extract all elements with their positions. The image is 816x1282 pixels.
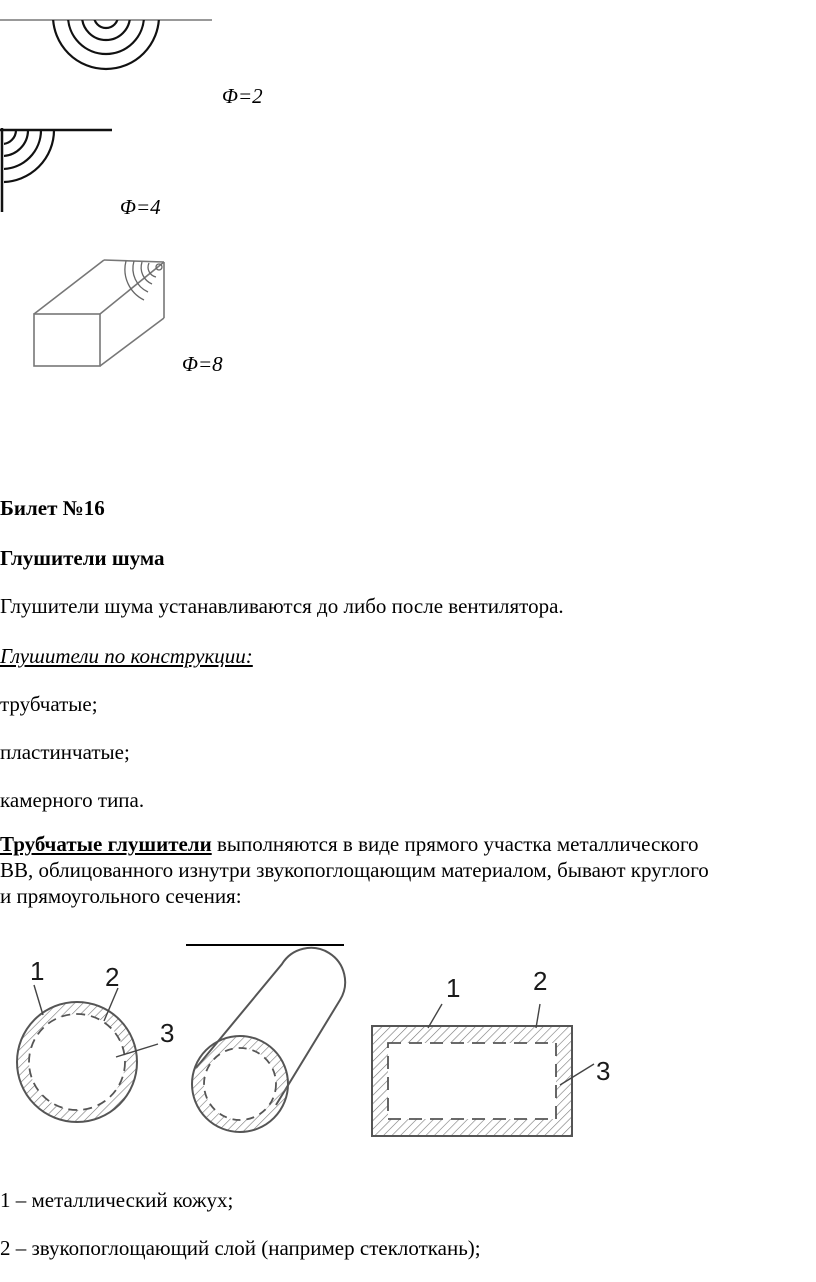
figure-phi8-diagram	[0, 250, 180, 375]
phi-label-4: Φ=4	[120, 195, 161, 219]
cylinder-section	[192, 948, 345, 1132]
figure-phi2-diagram	[0, 0, 230, 80]
type-item-tubular: трубчатые;	[0, 692, 98, 716]
tubular-lead-term: Трубчатые глушители	[0, 832, 212, 856]
tubular-description: выполняются в виде прямого участка металлического ВВ, облицованного изнутри звукопоглощающим материалом, бывают круглого и прямоугольного сечения:	[0, 832, 709, 908]
section-heading: Глушители шума	[0, 546, 165, 570]
legend-item-1: 1 – металлический кожух;	[0, 1188, 234, 1212]
silencer-sections-diagram	[0, 950, 650, 1145]
type-item-chamber: камерного типа.	[0, 788, 145, 812]
type-item-plate: пластинчатые;	[0, 740, 130, 764]
figure-phi4-diagram	[0, 120, 120, 215]
phi-label-2: Φ=2	[222, 84, 263, 108]
separator-line	[186, 944, 344, 946]
phi-label-8: Φ=8	[182, 352, 223, 376]
types-heading: Глушители по конструкции:	[0, 644, 253, 668]
legend-item-2: 2 – звукопоглощающий слой (например стеклоткань);	[0, 1236, 481, 1260]
round-section	[17, 985, 158, 1122]
label-round-2: 2	[105, 962, 120, 992]
tubular-paragraph	[0, 831, 720, 909]
label-rect-3: 3	[596, 1056, 611, 1086]
rectangular-section	[372, 1004, 594, 1136]
ticket-title: Билет №16	[0, 496, 105, 520]
label-round-3: 3	[160, 1018, 175, 1048]
label-round-1: 1	[30, 956, 45, 986]
label-rect-1: 1	[446, 973, 461, 1003]
intro-paragraph: Глушители шума устанавливаются до либо после вентилятора.	[0, 594, 564, 618]
label-rect-2: 2	[533, 966, 548, 996]
